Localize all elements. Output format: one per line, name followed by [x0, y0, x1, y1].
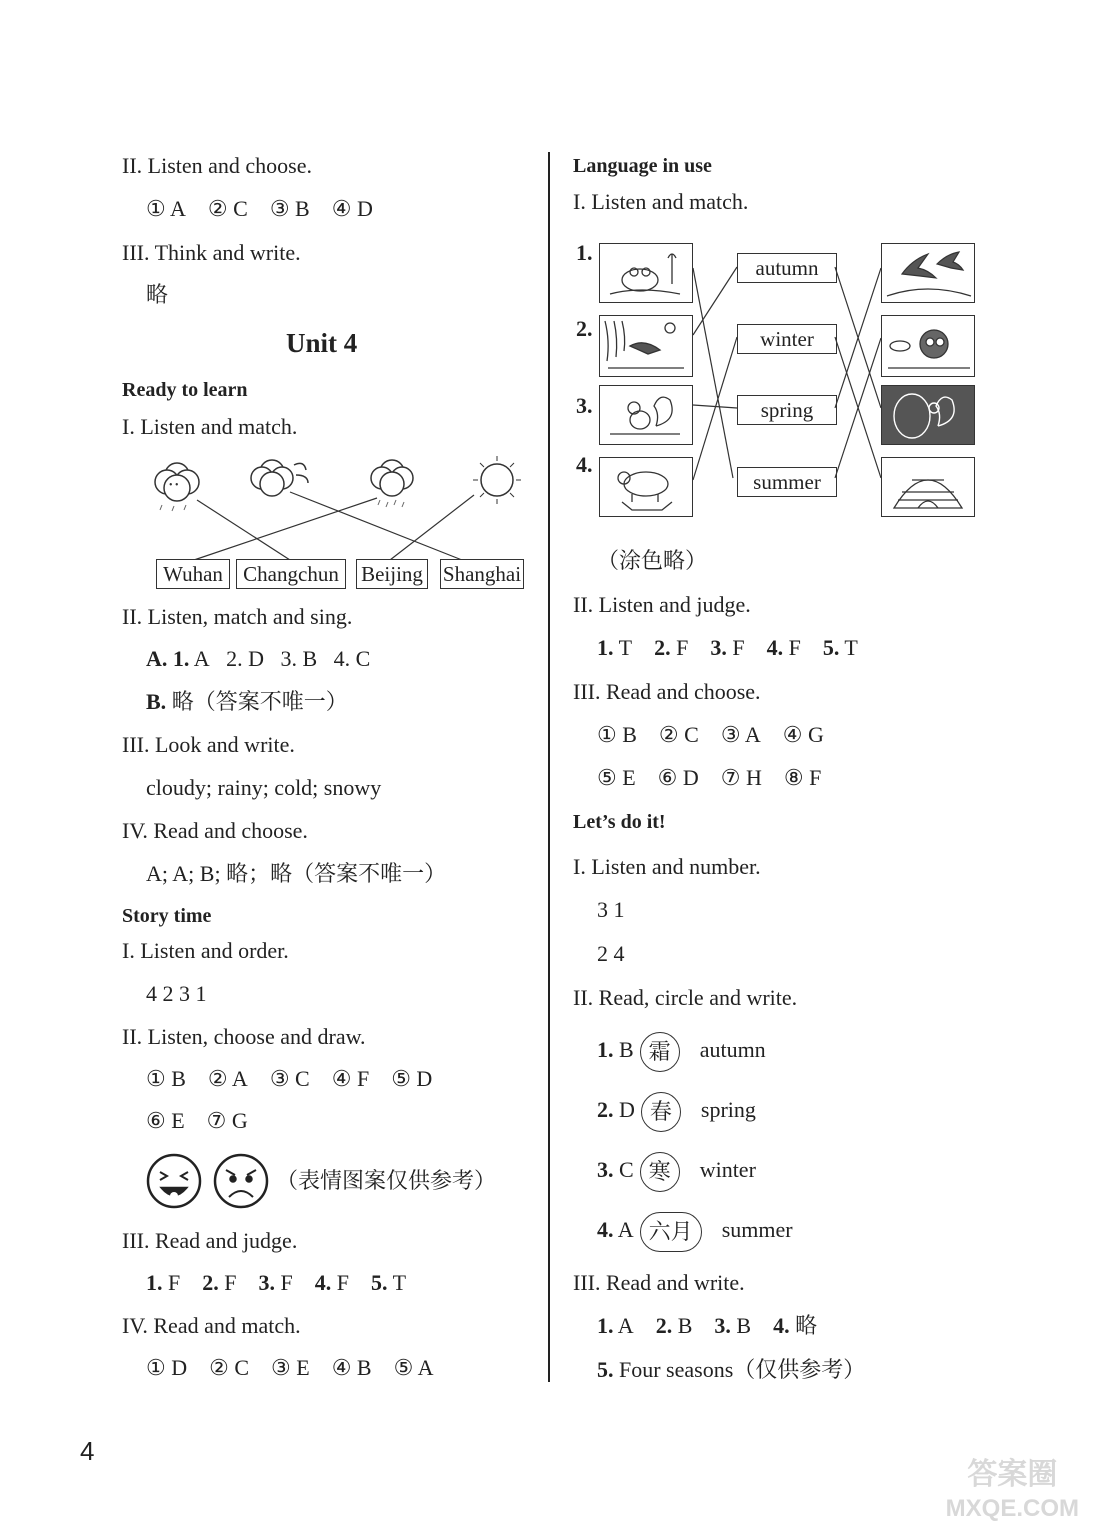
- watermark: 答案圈 MXQE.COM: [945, 1458, 1079, 1522]
- answer-note: （涂色略）: [597, 548, 708, 573]
- picture-squirrel: [599, 385, 693, 445]
- answer-row: 1. A 2. B 3. B 4. 略: [597, 1313, 818, 1338]
- picture-frog: [599, 243, 693, 303]
- unit-title: Unit 4: [286, 328, 358, 358]
- answer: A; A; B; 略；略（答案不唯一）: [146, 861, 447, 886]
- answer-row: ① B ② A ③ C ④ F ⑤ D: [146, 1066, 433, 1091]
- answer-row: ⑥ E ⑦ G: [146, 1108, 248, 1133]
- season-box-spring: spring: [737, 395, 837, 425]
- heading: IV. Read and choose.: [122, 818, 308, 843]
- section-title: Language in use: [573, 155, 712, 177]
- season-box-winter: winter: [737, 324, 837, 354]
- city-box-beijing: Beijing: [356, 559, 428, 589]
- item-number: 3.: [576, 393, 593, 418]
- picture-bear-sleeping: [881, 315, 975, 377]
- city-box-wuhan: Wuhan: [156, 559, 230, 589]
- picture-squirrel-tree: [881, 385, 975, 445]
- heading: II. Listen and choose.: [122, 153, 312, 178]
- section-title: Let’s do it!: [573, 811, 666, 833]
- answer-row: ① A ② C ③ B ④ D: [146, 196, 373, 221]
- sun-icon: [473, 456, 521, 504]
- heading: III. Think and write.: [122, 240, 301, 265]
- answer: 略: [146, 282, 169, 307]
- circle-item: 1. B 霜 autumn: [597, 1030, 766, 1072]
- heading: I. Listen and number.: [573, 854, 761, 879]
- answer: 3 1: [597, 897, 625, 922]
- svg-text:• •: • •: [169, 480, 179, 491]
- picture-swallows: [881, 243, 975, 303]
- column-divider: [548, 152, 550, 1382]
- heading: II. Read, circle and write.: [573, 985, 798, 1010]
- answer-row: A. 1. A 2. D 3. B 4. C: [146, 646, 371, 671]
- heading: III. Read and choose.: [573, 679, 761, 704]
- page-number: 4: [80, 1436, 95, 1466]
- heading: II. Listen, choose and draw.: [122, 1024, 366, 1049]
- answer-row: 1. T 2. F 3. F 4. F 5. T: [597, 635, 858, 660]
- heading: III. Read and judge.: [122, 1228, 298, 1253]
- heading: II. Listen and judge.: [573, 592, 751, 617]
- laughing-face-icon: [148, 1155, 200, 1207]
- answer: cloudy; rainy; cold; snowy: [146, 775, 382, 800]
- circle-item: 2. D 春 spring: [597, 1090, 756, 1132]
- answer: 4 2 3 1: [146, 981, 207, 1006]
- heading: I. Listen and order.: [122, 938, 289, 963]
- circle-item: 3. C 寒 winter: [597, 1150, 756, 1192]
- item-number: 2.: [576, 316, 593, 341]
- answer-row: B. 略（答案不唯一）: [146, 689, 348, 714]
- section-title: Story time: [122, 905, 212, 927]
- answer-row: 1. F 2. F 3. F 4. F 5. T: [146, 1270, 407, 1295]
- section-title: Ready to learn: [122, 379, 248, 401]
- cloudy-icon: [155, 463, 199, 511]
- sad-face-icon: [215, 1155, 267, 1207]
- picture-polar-bear: [599, 457, 693, 517]
- heading: I. Listen and match.: [573, 189, 749, 214]
- item-number: 4.: [576, 452, 593, 477]
- heading: III. Read and write.: [573, 1270, 745, 1295]
- match-lines: [194, 492, 474, 560]
- answer: 2 4: [597, 941, 625, 966]
- answer-row: 5. Four seasons（仅供参考）: [597, 1357, 866, 1382]
- answer-note: （表情图案仅供参考）: [276, 1168, 497, 1193]
- season-box-autumn: autumn: [737, 253, 837, 283]
- picture-igloo: [881, 457, 975, 517]
- heading: IV. Read and match.: [122, 1313, 301, 1338]
- answer-row: ① B ② C ③ A ④ G: [597, 722, 824, 747]
- season-box-summer: summer: [737, 467, 837, 497]
- circle-item: 4. A 六月 summer: [597, 1210, 793, 1252]
- rainy-cloud-icon: [371, 460, 413, 507]
- match-lines: [691, 240, 881, 520]
- heading: I. Listen and match.: [122, 414, 298, 439]
- city-box-changchun: Changchun: [236, 559, 346, 589]
- heading: III. Look and write.: [122, 732, 295, 757]
- answer-row: ① D ② C ③ E ④ B ⑤ A: [146, 1355, 434, 1380]
- city-box-shanghai: Shanghai: [440, 559, 524, 589]
- heading: II. Listen, match and sing.: [122, 604, 353, 629]
- item-number: 1.: [576, 240, 593, 265]
- picture-swallow-willow: [599, 315, 693, 377]
- answer-row: ⑤ E ⑥ D ⑦ H ⑧ F: [597, 765, 822, 790]
- emoji-faces: [146, 1152, 276, 1210]
- windy-cloud-icon: [251, 460, 308, 496]
